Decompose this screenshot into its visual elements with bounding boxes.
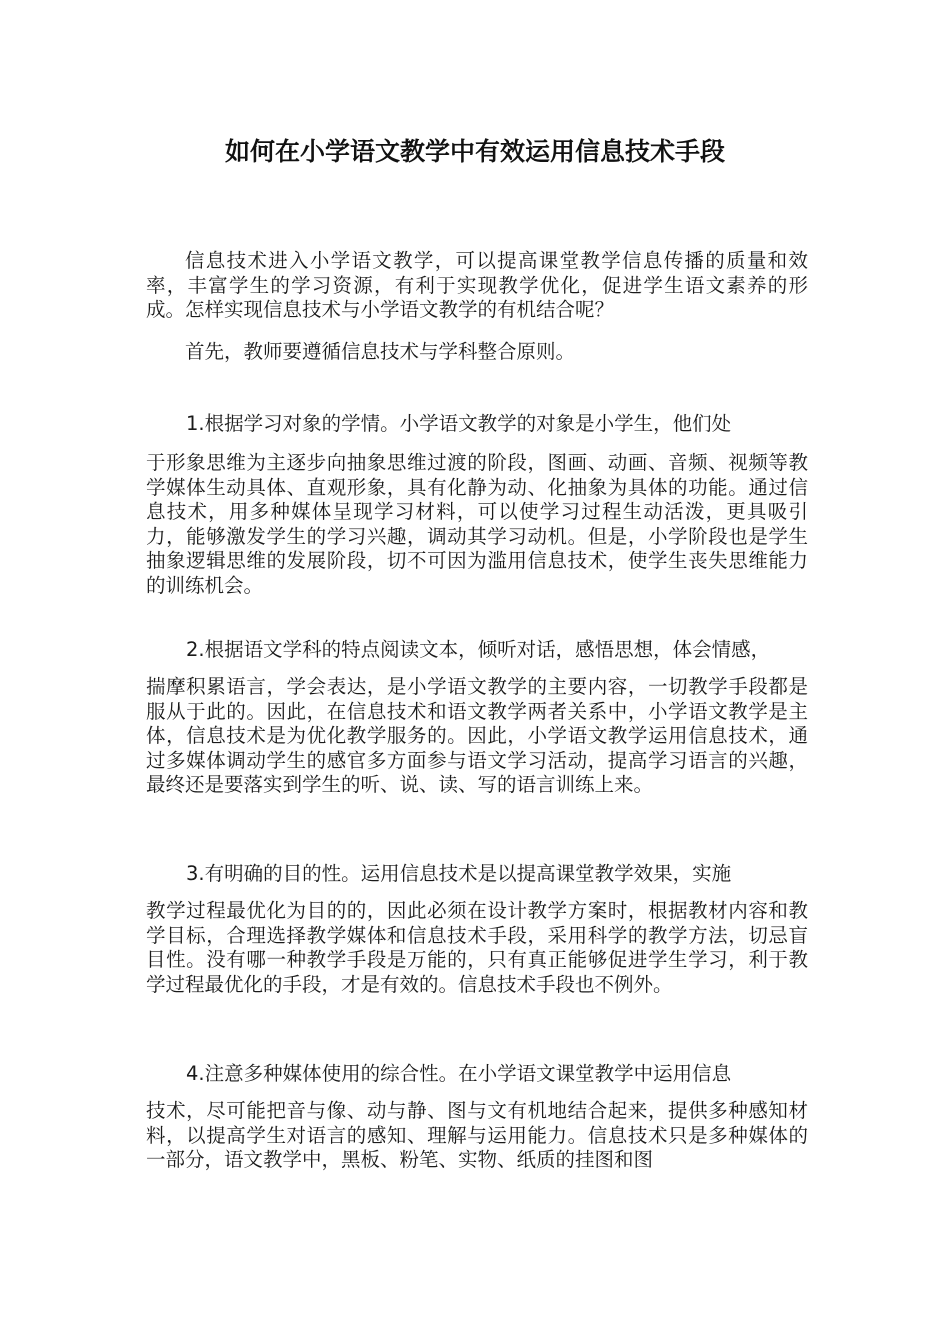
- section-number: 4.: [186, 1062, 205, 1085]
- document-title: 如何在小学语文教学中有效运用信息技术手段: [224, 137, 725, 166]
- section-4-lead: 4.注意多种媒体使用的综合性。在小学语文课堂教学中运用信息: [186, 1062, 732, 1085]
- principle-paragraph: 首先，教师要遵循信息技术与学科整合原则。: [185, 340, 576, 363]
- section-number: 2.: [186, 638, 205, 661]
- section-4-body: 技术，尽可能把音与像、动与静、图与文有机地结合起来，提供多种感知材料，以提高学生对语言的感知、理解与运用能力。信息技术只是多种媒体的一部分，语文教学中，黑板、粉笔、实物、纸质的挂图和图: [146, 1099, 808, 1171]
- section-3-body: 教学过程最优化为目的的，因此必须在设计教学方案时，根据教材内容和教学目标，合理选择教学媒体和信息技术手段，采用科学的教学方法，切忌盲目性。没有哪一种教学手段是万能的，只有真正能够促进学生学习，利于教学过程最优化的手段，才是有效的。信息技术手段也不例外。: [146, 899, 808, 996]
- section-1-body: 于形象思维为主逐步向抽象思维过渡的阶段，图画、动画、音频、视频等教学媒体生动具体、直观形象，具有化静为动、化抽象为具体的功能。通过信息技术，用多种媒体呈现学习材料，可以使学习过程生动活泼，更具吸引力，能够激发学生的学习兴趣，调动其学习动机。但是，小学阶段也是学生抽象逻辑思维的发展阶段，切不可因为滥用信息技术，使学生丧失思维能力的训练机会。: [146, 451, 808, 597]
- section-1-lead: 1.根据学习对象的学情。小学语文教学的对象是小学生，他们处: [186, 412, 732, 435]
- section-3-lead: 3.有明确的目的性。运用信息技术是以提高课堂教学效果，实施: [186, 862, 732, 885]
- section-number: 3.: [186, 862, 205, 885]
- section-2-lead: 2.根据语文学科的特点阅读文本，倾听对话，感悟思想，体会情感，: [186, 638, 771, 661]
- section-2-body: 揣摩积累语言，学会表达，是小学语文教学的主要内容，一切教学手段都是服从于此的。因此，在信息技术和语文教学两者关系中，小学语文教学是主体，信息技术是为优化教学服务的。因此，小学语文教学运用信息技术，通过多媒体调动学生的感官多方面参与语文学习活动，提高学习语言的兴趣，最终还是要落实到学生的听、说、读、写的语言训练上来。: [146, 675, 808, 796]
- intro-paragraph: 信息技术进入小学语文教学，可以提高课堂教学信息传播的质量和效率，丰富学生的学习资源，有利于实现教学优化，促进学生语文素养的形成。怎样实现信息技术与小学语文教学的有机结合呢？: [146, 249, 808, 321]
- section-number: 1.: [186, 412, 205, 435]
